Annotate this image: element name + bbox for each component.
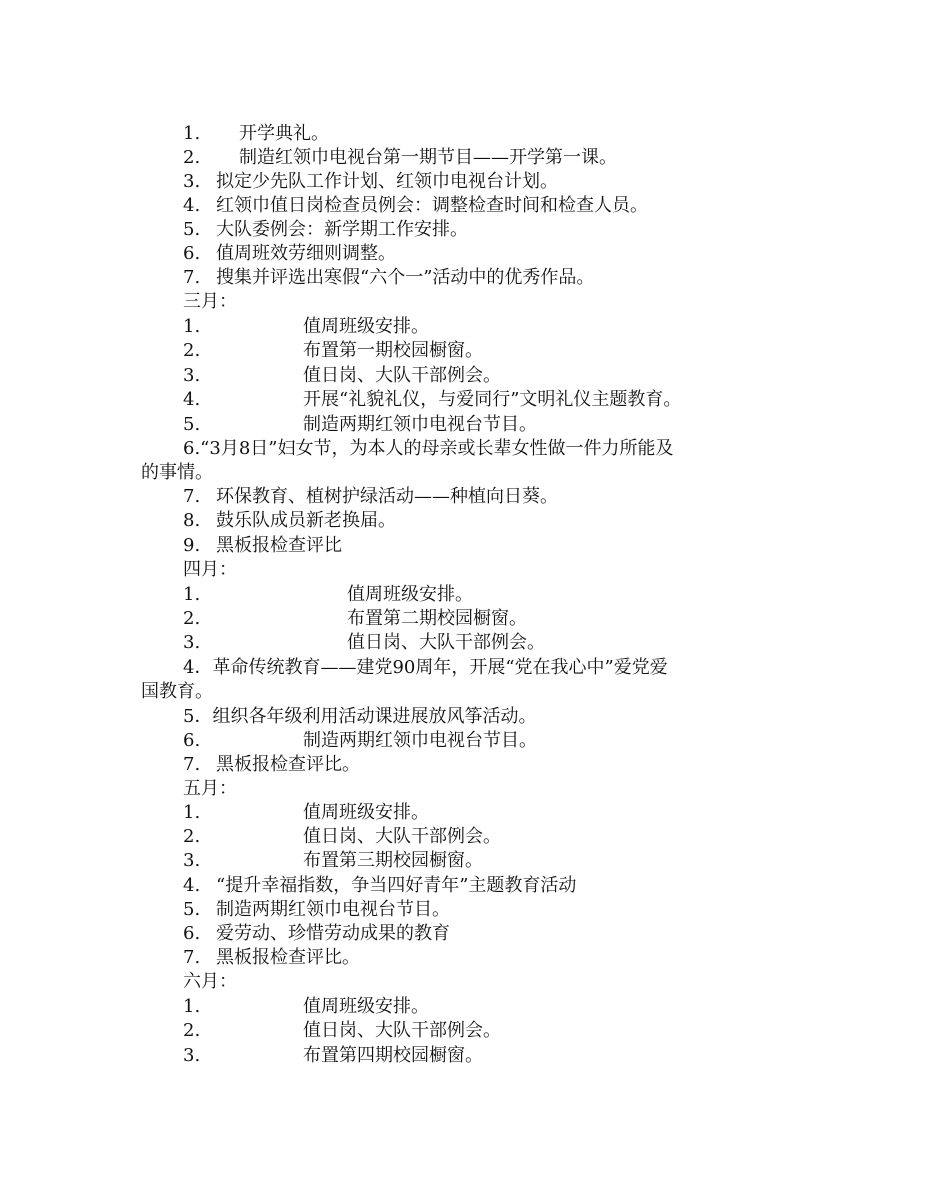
list-item: 布置第一期校园橱窗。 bbox=[303, 340, 483, 361]
section-heading-march: 三月： bbox=[183, 291, 237, 312]
list-item: 搜集并评选出寒假“六个一”活动中的优秀作品。 bbox=[216, 267, 595, 288]
list-item: 制造红领巾电视台第一期节目——开学第一课。 bbox=[239, 147, 617, 168]
list-item: 制造两期红领巾电视台节目。 bbox=[303, 414, 537, 435]
list-item: 值周班级安排。 bbox=[303, 802, 429, 823]
list-item: 布置第三期校园橱窗。 bbox=[303, 850, 483, 871]
list-item-continuation: 国教育。 bbox=[141, 681, 213, 702]
list-item-continuation: 的事情。 bbox=[141, 462, 213, 483]
list-item: 值周班级安排。 bbox=[303, 316, 429, 337]
list-item: 环保教育、植树护绿活动——种植向日葵。 bbox=[216, 486, 558, 507]
list-item: 值周班级安排。 bbox=[303, 996, 429, 1017]
list-number: 3. bbox=[183, 365, 201, 386]
list-item: 大队委例会：新学期工作安排。 bbox=[216, 219, 468, 240]
list-number: 7. bbox=[183, 486, 201, 507]
list-item: 黑板报检查评比。 bbox=[216, 754, 360, 775]
list-item: 值日岗、大队干部例会。 bbox=[303, 826, 501, 847]
list-number: 1. bbox=[183, 996, 201, 1017]
list-number: 4. bbox=[183, 875, 201, 896]
list-number: 3. bbox=[183, 1045, 201, 1066]
list-number: 6. bbox=[183, 243, 201, 264]
list-number: 3. bbox=[183, 171, 201, 192]
list-item: 开展“礼貌礼仪，与爱同行”文明礼仪主题教育。 bbox=[303, 389, 682, 410]
list-number: 5. bbox=[183, 414, 201, 435]
list-number: 2. bbox=[183, 826, 201, 847]
list-number: 7. bbox=[183, 267, 201, 288]
list-item: 值日岗、大队干部例会。 bbox=[347, 632, 545, 653]
list-number: 7. bbox=[183, 754, 201, 775]
list-number: 6. bbox=[183, 923, 201, 944]
list-item: 黑板报检查评比。 bbox=[216, 947, 360, 968]
list-item: 红领巾值日岗检查员例会：调整检查时间和检查人员。 bbox=[216, 195, 648, 216]
list-item: 值日岗、大队干部例会。 bbox=[303, 1020, 501, 1041]
list-item: 鼓乐队成员新老换届。 bbox=[216, 510, 396, 531]
list-number: 1. bbox=[183, 802, 201, 823]
list-number: 4. bbox=[183, 389, 201, 410]
list-item: 爱劳动、珍惜劳动成果的教育 bbox=[216, 923, 450, 944]
list-item-wrapped: 6.“3月8日”妇女节，为本人的母亲或长辈女性做一件力所能及 bbox=[183, 438, 674, 459]
list-item: 拟定少先队工作计划、红领巾电视台计划。 bbox=[216, 171, 558, 192]
list-number: 2. bbox=[183, 147, 201, 168]
list-item: 值周班效劳细则调整。 bbox=[216, 243, 396, 264]
list-number: 3. bbox=[183, 850, 201, 871]
list-item-wrapped: 4．革命传统教育——建党90周年，开展“党在我心中”爱党爱 bbox=[183, 657, 668, 678]
list-number: 2. bbox=[183, 340, 201, 361]
list-number: 6. bbox=[183, 730, 201, 751]
list-item: 制造两期红领巾电视台节目。 bbox=[303, 730, 537, 751]
section-heading-may: 五月： bbox=[183, 778, 237, 799]
list-item: 开学典礼。 bbox=[239, 123, 329, 144]
list-number: 8. bbox=[183, 510, 201, 531]
list-item: 布置第四期校园橱窗。 bbox=[303, 1045, 483, 1066]
list-item: 制造两期红领巾电视台节目。 bbox=[216, 899, 450, 920]
list-item: 值周班级安排。 bbox=[347, 584, 473, 605]
list-number: 1. bbox=[183, 123, 201, 144]
list-item: 5．组织各年级利用活动课进展放风筝活动。 bbox=[183, 706, 537, 727]
list-number: 2. bbox=[183, 608, 201, 629]
list-number: 3. bbox=[183, 632, 201, 653]
list-number: 1. bbox=[183, 584, 201, 605]
list-number: 9. bbox=[183, 535, 201, 556]
list-item: 值日岗、大队干部例会。 bbox=[303, 365, 501, 386]
list-item: 布置第二期校园橱窗。 bbox=[347, 608, 527, 629]
section-heading-april: 四月： bbox=[183, 559, 237, 580]
list-number: 2. bbox=[183, 1020, 201, 1041]
list-item: “提升幸福指数，争当四好青年”主题教育活动 bbox=[216, 875, 577, 896]
list-item: 黑板报检查评比 bbox=[216, 535, 342, 556]
list-number: 5. bbox=[183, 219, 201, 240]
list-number: 4. bbox=[183, 195, 201, 216]
list-number: 5. bbox=[183, 899, 201, 920]
list-number: 1. bbox=[183, 316, 201, 337]
section-heading-june: 六月： bbox=[183, 971, 237, 992]
list-number: 7. bbox=[183, 947, 201, 968]
